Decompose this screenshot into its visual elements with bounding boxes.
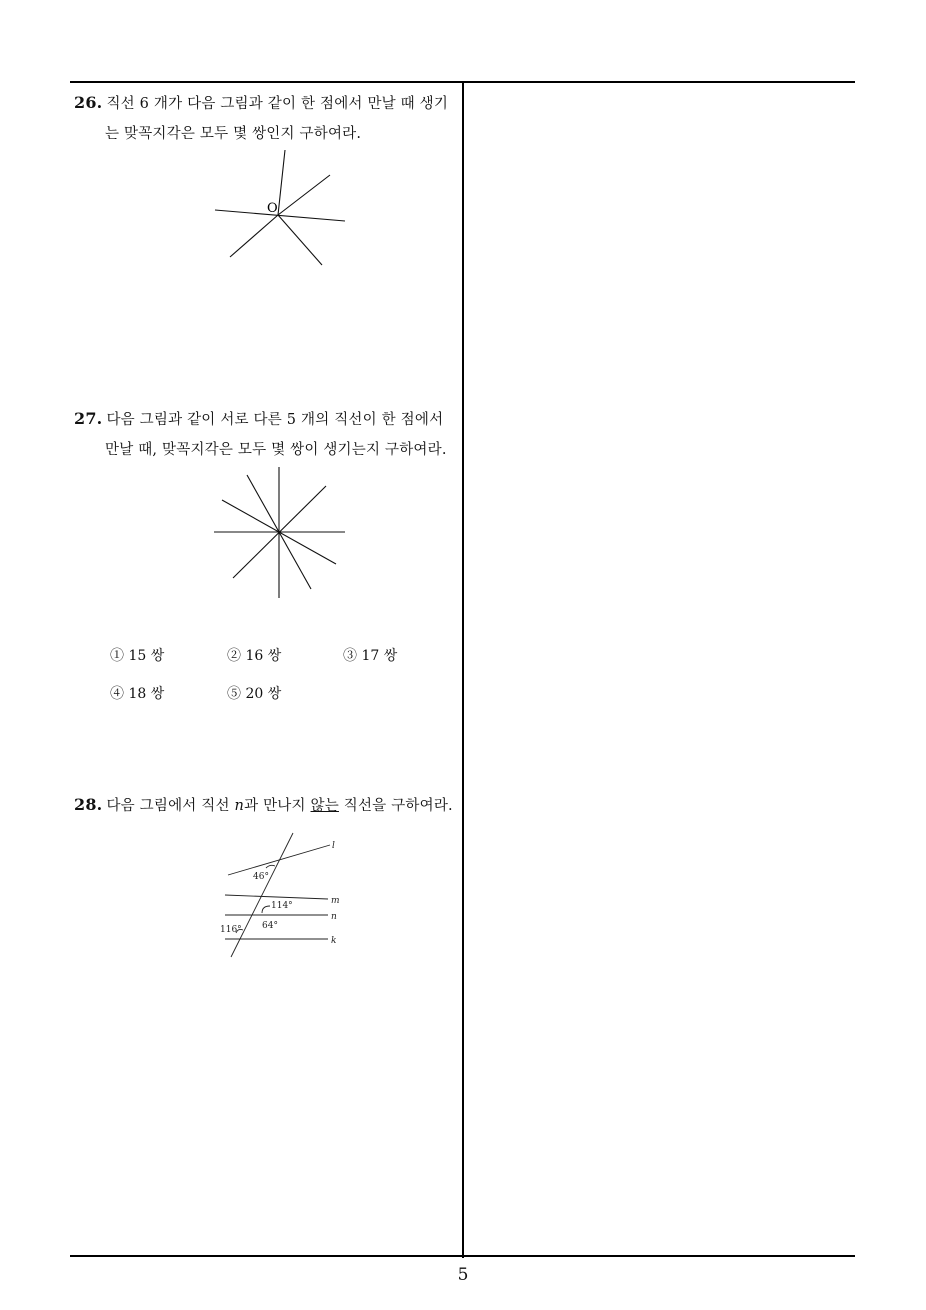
- line-m: [225, 895, 328, 899]
- angle-114: 114°: [271, 901, 293, 911]
- question-number: 28.: [74, 795, 103, 814]
- option-2: ② 16 쌍: [227, 648, 282, 664]
- q26-point-label-o: O: [267, 201, 278, 216]
- underlined-word: 않는: [310, 798, 339, 814]
- option-5: ⑤ 20 쌍: [227, 686, 282, 702]
- label-l: l: [332, 841, 335, 851]
- angle-arc-114: [262, 906, 270, 913]
- angle-116: 116°: [220, 925, 242, 935]
- label-k: k: [331, 936, 337, 946]
- question-number: 26.: [74, 93, 103, 112]
- variable-n: n: [234, 798, 245, 814]
- question-text: 직선 6 개가 다음 그림과 같이 한 점에서 만날 때 생기: [106, 96, 449, 112]
- angle-64: 64°: [262, 921, 278, 931]
- question-text: 다음 그림과 같이 서로 다른 5 개의 직선이 한 점에서: [106, 412, 444, 428]
- option-3: ③ 17 쌍: [343, 648, 398, 664]
- question-number: 27.: [74, 409, 103, 428]
- question-text-end: 직선을 구하여라.: [338, 798, 453, 814]
- angle-arc-46: [266, 865, 275, 868]
- label-m: m: [331, 896, 340, 906]
- question-text: 다음 그림에서 직선: [106, 798, 235, 814]
- label-n: n: [331, 912, 337, 922]
- page-number: 5: [457, 1265, 469, 1285]
- question-text-line2: 는 맞꼭지각은 모두 몇 쌍인지 구하여라.: [105, 126, 362, 142]
- option-1: ① 15 쌍: [110, 648, 165, 664]
- angle-46: 46°: [253, 872, 269, 882]
- option-4: ④ 18 쌍: [110, 686, 165, 702]
- question-text-line2: 만날 때, 맞꼭지각은 모두 몇 쌍이 생기는지 구하여라.: [105, 442, 447, 458]
- transversal: [231, 833, 293, 957]
- question-text-mid: 과 만나지: [244, 798, 311, 814]
